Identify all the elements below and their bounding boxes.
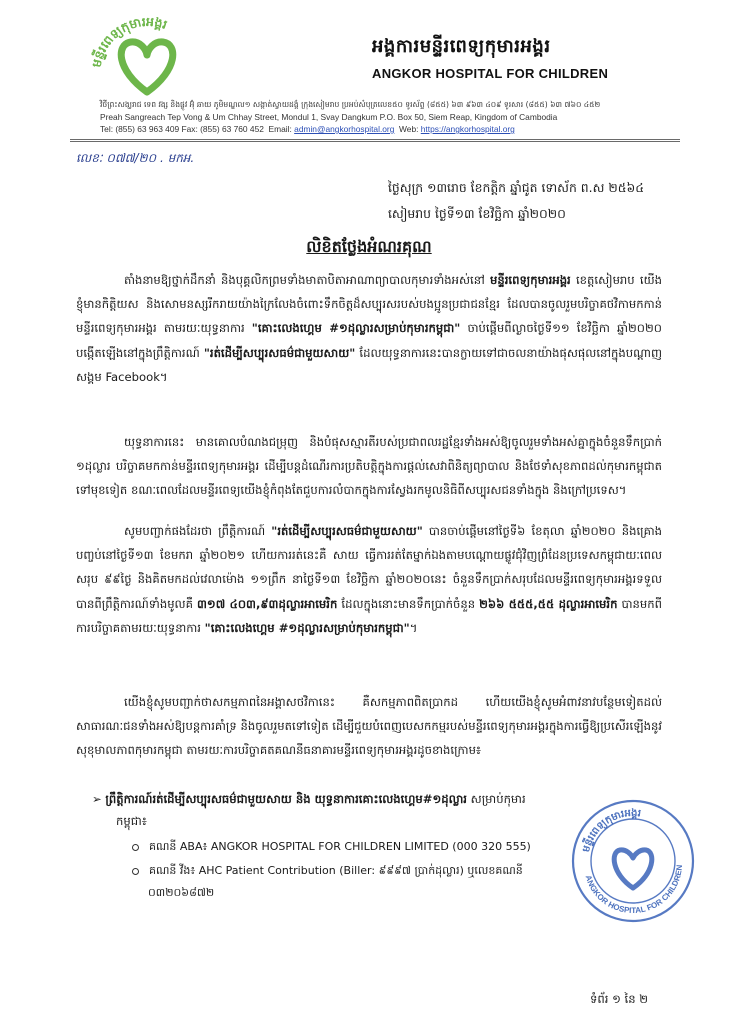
paragraph-3 [76,519,662,640]
tel-fax: Tel: (855) 63 963 409 Fax: (855) 63 760 452 [100,124,264,134]
bullet-text: សម្រាប់កុមារ [467,792,526,806]
p3-text-3: ដែលក្នុងនោះមានទឹកប្រាក់ចំនួន [337,596,480,611]
p1-text-3: ចាប់ផ្តើមពីល្ងាចថ្ងៃទី១១ ខែវិច្ឆិកា ឆ្នាំ២០២០ បង្កើតឡើងនៅក្នុងព្រឹត្តិការណ៍ [76,321,662,360]
p3-event-name: "រត់ដើម្បីសប្បុរសធម៌ជាមួយសាយ" [271,524,423,538]
p3-total-amount: ៣១៧ ៤០៣,៩៣ដុល្លារអាមេរិក [197,596,338,611]
circle-bullet-icon [132,844,139,851]
bullet-line-2: កម្ពុជា៖ [116,814,147,828]
p1-text-2: ខេត្តសៀមរាប យើងខ្ញុំមានកិត្តិយស និងសោមនស្សរីករាយយ៉ាងក្រៃលែងចំពោះទឹកចិត្តដ៏សប្បុរសរបស់បងប្អូនប្រជាជនខ្មែរ ដែលបានចូលរួមបរិច្ចាគថវិកាមកកាន់មន្ទីរពេទ្យកុមារអង្គរ តាមរយៈយុទ្ធនាការ [76,273,662,336]
contact-line [100,124,670,134]
logo-text: មន្ទីរពេទ្យកុមារអង្គរ [88,13,170,69]
svg-text:មន្ទីរពេទ្យកុមារអង្គរ [581,808,642,853]
p3-text-2: បានចាប់ផ្តើមនៅថ្ងៃទី៦ ខែតុលា ឆ្នាំ២០២០ និងគ្រោងបញ្ចប់នៅថ្ងៃទី១៣ ខែមករា ឆ្នាំ២០២១ ហើយការរត់នេះគឺ សាយ ធ្វើការរត់តែម្នាក់ឯងតាមបណ្តោយផ្លូវជុំវិញព្រំដែនប្រទេសកម្ពុជាយៈពេលសរុប ៩៩ថ្ងៃ និងគិតមកដល់វេលាម៉ោង ១១ព្រឹក នាថ្ងៃទី១៣ ខែវិច្ឆិកា ឆ្នាំ២០២០នេះ ចំនួនទឹកប្រាក់សរុបដែលមន្ទីរពេទ្យកុមារអង្គរទទួលបានពីព្រឹត្តិការណ៍ទាំងមូលគឺ [76,524,662,611]
hospital-name-khmer: អង្គការមន្ទីរពេទ្យកុមារអង្គរ [372,36,551,57]
p1-event-name: "រត់ដើម្បីសប្បុរសធម៌ជាមួយសាយ" [203,345,356,360]
account-aba-label: គណនី ABA៖ ANGKOR HOSPITAL FOR CHILDREN LIMITED (000 320 555) [149,840,531,853]
bullet-arrow-icon: ➢ [92,792,102,806]
paragraph-2: យុទ្ធនាការនេះ មានគោលបំណងជម្រុញ និងបំផុសស្មារតីរបស់ប្រជាពលរដ្ឋខ្មែរទាំងអស់ឱ្យចូលរួមទាំងអស់គ្នាក្នុងចំនួនទឹកប្រាក់ ១ដុល្លារ បរិច្ចាគមកកាន់មន្ទីរពេទ្យកុមារអង្គរ ដើម្បីបន្តដំណើរការប្រតិបត្តិក្នុងការផ្តល់សេវាពិនិត្យព្យាបាល និងថែទាំសុខភាពដល់កុមារកម្ពុជាតទៅមុខទៀត ខណៈពេលដែលមន្ទីរពេទ្យយើងខ្ញុំកំពុងតែជួបការលំបាកក្នុងការស្វែងរកមូលនិធិពីសប្បុរសជនទាំងក្នុង និងក្រៅប្រទេស។ [76,435,662,498]
account-aba [132,840,531,856]
web-label: Web: [399,124,419,134]
account-wing-number: ០៣២០៦៨៧២ [148,886,215,899]
stamp-text-english: ANGKOR HOSPITAL FOR CHILDREN [583,864,685,915]
header-divider-thin [70,141,680,142]
header-divider [70,139,680,140]
hospital-stamp [568,796,698,926]
hospital-name-english: ANGKOR HOSPITAL FOR CHILDREN [372,66,609,81]
p3-text-4: បានមកពីការបរិច្ចាគតាមរយៈយុទ្ធនាការ [76,596,662,635]
lunar-date: ថ្ងៃសុក្រ ១៣រោច ខែកត្តិក ឆ្នាំជូត ទោស័ក ព.ស ២៥៦៤ [388,180,645,195]
bullet-item [92,792,526,809]
p3-campaign-amount: ២៦៦ ៥៥៥,៥៥ ដុល្លារអាមេរិក [479,596,618,611]
stamp-text-khmer: មន្ទីរពេទ្យកុមារអង្គរ [580,807,642,854]
page-number: ទំព័រ ១ នៃ ២ [590,992,649,1006]
circle-bullet-icon [132,868,139,875]
email-link[interactable]: admin@angkorhospital.org [294,124,395,134]
paragraph-4: យើងខ្ញុំសូមបញ្ជាក់ថាសកម្មភាពនៃអង្គាសថវិកានេះ គឺសកម្មភាពពិតប្រាកដ ហើយយើងខ្ញុំសូមអំពាវនាវបន្ថែមទៀតដល់សាធារណៈជនទាំងអស់ឱ្យបន្តការគាំទ្រ និងចូលរួមតទៅទៀត ដើម្បីជួយបំពេញបេសកកម្មរបស់មន្ទីរពេទ្យកុមារអង្គរក្នុងការធ្វើឱ្យប្រសើរឡើងនូវសុខុមាលភាពកុមារកម្ពុជា តាមរយៈការបរិច្ចាគតគណនីធនាគារមន្ទីរពេទ្យកុមារអង្គរដូចខាងក្រោម៖ [76,695,662,758]
p1-campaign-name: "គោះលេងហ្គេម #១ដុល្លារសម្រាប់កុមារកម្ពុជា" [251,321,461,336]
p1-text-4: ដែលយុទ្ធនាការនេះបានក្លាយទៅជាចលនាយ៉ាងផុសផុលនៅក្នុងបណ្តាញសង្គម Facebook។ [76,345,662,384]
p1-hospital-name: មន្ទីរពេទ្យកុមារអង្គរ [490,273,571,287]
account-wing-label: គណនី វីង៖ AHC Patient Contribution (Biller: ៩៩៩៧ ប្រាក់ដុល្លារ) ឬលេខគណនី [149,864,523,877]
letter-title: លិខិតថ្លែងអំណរគុណ [306,237,432,256]
paragraph-1 [76,268,662,389]
solar-date: សៀមរាប ថ្ងៃទី១៣ ខែវិច្ឆិកា ឆ្នាំ២០២០ [388,206,566,221]
hospital-logo [86,12,208,98]
p3-end: ។ [409,620,418,635]
email-label: Email: [268,124,292,134]
bullet-bold-text: ព្រឹត្តិការណ៍រត់ដើម្បីសប្បុរសធម៌ជាមួយសាយ និង យុទ្ធនាការគោះលេងហ្គេម#១ដុល្លារ [105,792,467,806]
web-link[interactable]: https://angkorhospital.org [420,124,515,134]
reference-number: លេខៈ ០៧៧/២០ . មកអ. [76,151,195,165]
p3-text: សូមបញ្ជាក់ផងដែរថា ព្រឹត្តិការណ៍ [124,524,272,538]
p3-campaign-name: "គោះលេងហ្គេម #១ដុល្លារសម្រាប់កុមារកម្ពុជា" [204,620,410,635]
address-english: Preah Sangreach Tep Vong & Um Chhay Street, Mondul 1, Svay Dangkum P.O. Box 50, Siem Reap, Kingdom of Cambodia [100,112,558,122]
p1-text: តាំងនាមឱ្យថ្នាក់ដឹកនាំ និងបុគ្គលិកព្រមទាំងមាតាបិតាអាណាព្យាបាលកុមារទាំងអស់នៅ [124,273,491,287]
account-wing [132,864,523,880]
address-khmer: វិថីព្រះសង្ឃរាជ ទេព វង្ស និងផ្លូវ អ៊ុំ ឆាយ ភូមិមណ្ឌល១ សង្កាត់ស្វាយដង្គំ ក្រុងសៀមរាប ប្រអប់សំបុត្រលេខ៥០ ទូរស័ព្ទ (៨៥៥) ៦៣ ៩៦៣ ៤០៩ ទូរសារ (៨៥៥) ៦៣ ៧៦០ ៤៥២ [100,100,601,109]
